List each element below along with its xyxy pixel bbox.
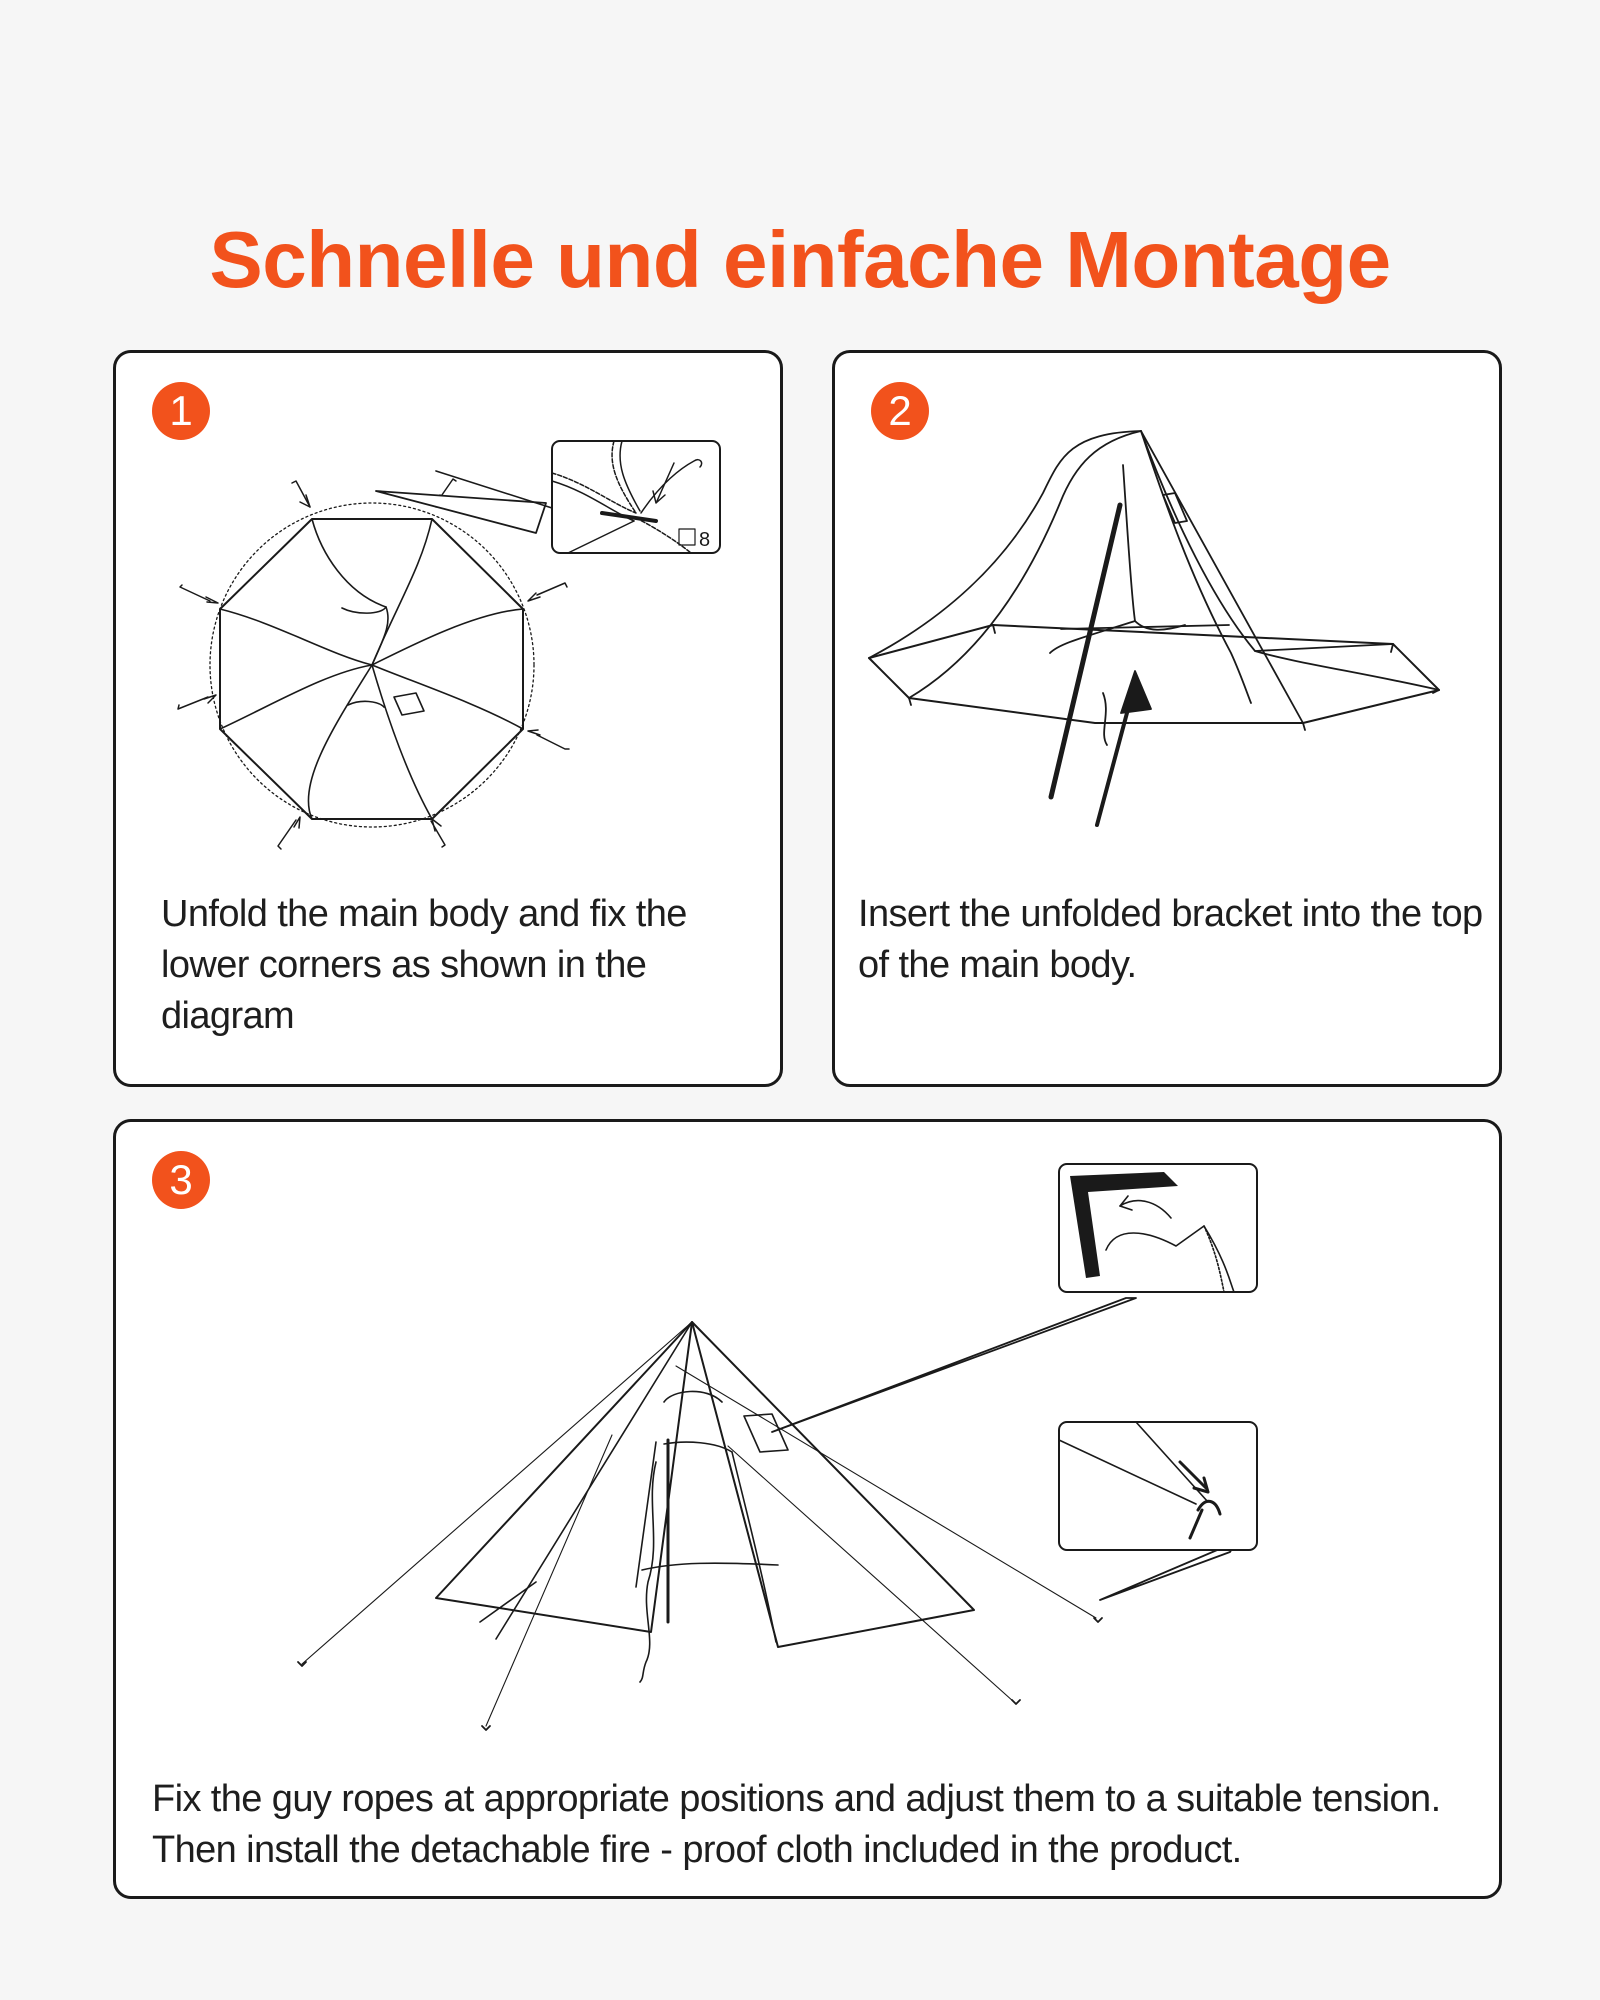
step-number-badge: 2	[871, 382, 929, 440]
octagon-tent-floor-illustration	[116, 353, 786, 873]
step-description: Fix the guy ropes at appropriate positions and adjust them to a suitable tension. Then install the detachable fire - proof cloth included in the product.	[152, 1778, 1441, 1871]
step-card-2	[832, 350, 1502, 1087]
step-number-badge: 1	[152, 382, 210, 440]
tent-pole-insertion-illustration	[835, 353, 1505, 873]
step-card-3	[113, 1119, 1502, 1899]
inset-part-count: 8	[699, 529, 711, 551]
step-number-badge: 3	[152, 1151, 210, 1209]
step-description: Unfold the main body and fix the lower corners as shown in the diagram	[161, 893, 687, 1037]
page-title: Schnelle und einfache Montage	[209, 214, 1391, 304]
step-description: Insert the unfolded bracket into the top of the main body.	[858, 893, 1483, 986]
step-card-1	[113, 350, 783, 1087]
tent-guy-ropes-illustration	[116, 1122, 1505, 1742]
